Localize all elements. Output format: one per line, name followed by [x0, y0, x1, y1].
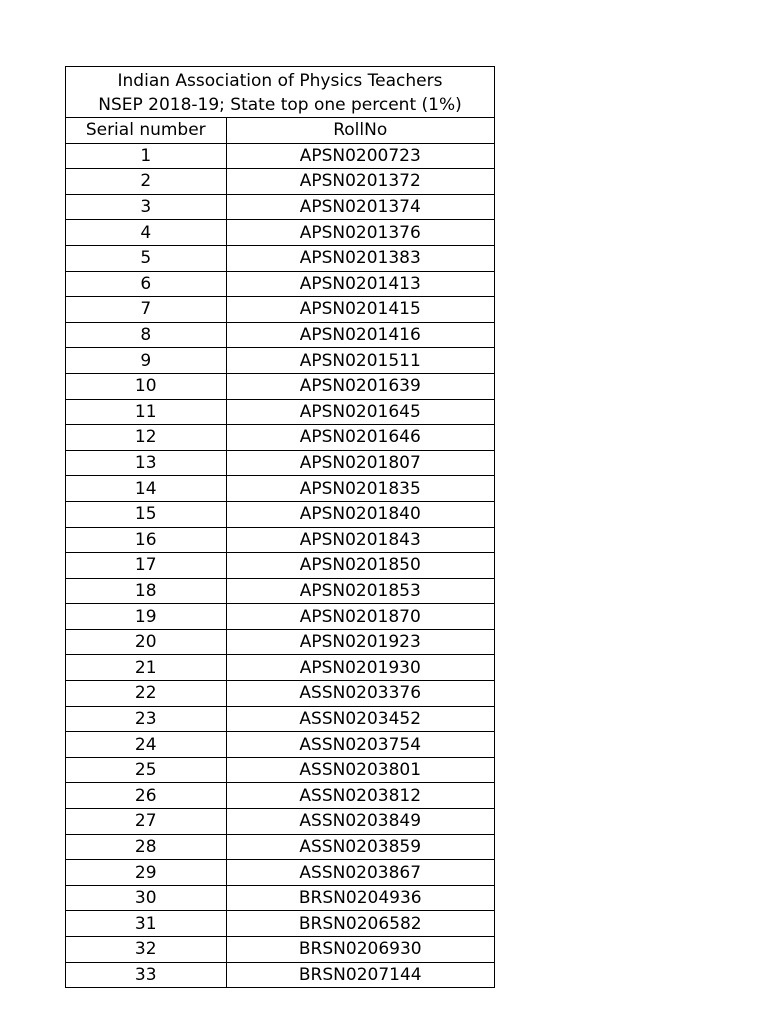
- table-title-block: [66, 67, 494, 118]
- roll-number-cell: APSN0201376: [226, 220, 494, 246]
- roll-number-cell: APSN0201645: [226, 399, 494, 425]
- column-header-serial: Serial number: [66, 118, 226, 143]
- roll-number-cell: ASSN0203867: [226, 860, 494, 886]
- table-row: [66, 860, 494, 886]
- roll-number-cell: ASSN0203801: [226, 757, 494, 783]
- serial-number-cell: 32: [66, 937, 226, 963]
- serial-number-cell: 19: [66, 604, 226, 630]
- serial-number-cell: 31: [66, 911, 226, 937]
- roll-number-cell: APSN0201850: [226, 553, 494, 579]
- table-row: [66, 143, 494, 169]
- table-row: [66, 399, 494, 425]
- serial-number-cell: 7: [66, 297, 226, 323]
- serial-number-cell: 23: [66, 706, 226, 732]
- roll-number-cell: APSN0201639: [226, 373, 494, 399]
- roll-number-cell: APSN0201930: [226, 655, 494, 681]
- serial-number-cell: 9: [66, 348, 226, 374]
- serial-number-cell: 14: [66, 476, 226, 502]
- table-row: [66, 527, 494, 553]
- table-row: [66, 476, 494, 502]
- roll-number-cell: BRSN0207144: [226, 962, 494, 987]
- table-row: [66, 732, 494, 758]
- table-subtitle: NSEP 2018-19; State top one percent (1%): [98, 95, 462, 115]
- roll-number-cell: APSN0201646: [226, 425, 494, 451]
- serial-number-cell: 30: [66, 885, 226, 911]
- table-row: [66, 937, 494, 963]
- roll-number-cell: APSN0201807: [226, 450, 494, 476]
- serial-number-cell: 1: [66, 143, 226, 169]
- serial-number-cell: 13: [66, 450, 226, 476]
- serial-number-cell: 27: [66, 809, 226, 835]
- serial-number-cell: 16: [66, 527, 226, 553]
- table-row: [66, 220, 494, 246]
- roll-number-cell: APSN0201835: [226, 476, 494, 502]
- roll-number-cell: APSN0201923: [226, 629, 494, 655]
- table-row: [66, 373, 494, 399]
- table-row: [66, 783, 494, 809]
- serial-number-cell: 33: [66, 962, 226, 987]
- serial-number-cell: 18: [66, 578, 226, 604]
- roll-number-cell: APSN0201511: [226, 348, 494, 374]
- table-row: [66, 604, 494, 630]
- table-row: [66, 962, 494, 987]
- roll-number-cell: ASSN0203849: [226, 809, 494, 835]
- table-row: [66, 501, 494, 527]
- table-row: [66, 834, 494, 860]
- roll-number-cell: APSN0200723: [226, 143, 494, 169]
- table-row: [66, 911, 494, 937]
- roll-number-table: [66, 118, 494, 987]
- roll-number-cell: APSN0201840: [226, 501, 494, 527]
- serial-number-cell: 22: [66, 681, 226, 707]
- table-row: [66, 271, 494, 297]
- table-row: [66, 885, 494, 911]
- table-row: [66, 322, 494, 348]
- serial-number-cell: 20: [66, 629, 226, 655]
- header-row: [66, 118, 494, 143]
- serial-number-cell: 28: [66, 834, 226, 860]
- serial-number-cell: 6: [66, 271, 226, 297]
- roll-number-cell: BRSN0204936: [226, 885, 494, 911]
- serial-number-cell: 17: [66, 553, 226, 579]
- serial-number-cell: 5: [66, 245, 226, 271]
- table-title: Indian Association of Physics Teachers: [117, 71, 443, 91]
- table-body: [66, 143, 494, 987]
- table-row: [66, 681, 494, 707]
- table-row: [66, 348, 494, 374]
- serial-number-cell: 15: [66, 501, 226, 527]
- table-row: [66, 809, 494, 835]
- table-row: [66, 169, 494, 195]
- roll-number-cell: ASSN0203754: [226, 732, 494, 758]
- serial-number-cell: 10: [66, 373, 226, 399]
- serial-number-cell: 25: [66, 757, 226, 783]
- table-row: [66, 629, 494, 655]
- roll-number-cell: APSN0201853: [226, 578, 494, 604]
- serial-number-cell: 8: [66, 322, 226, 348]
- serial-number-cell: 2: [66, 169, 226, 195]
- roll-number-cell: ASSN0203859: [226, 834, 494, 860]
- table-row: [66, 297, 494, 323]
- serial-number-cell: 24: [66, 732, 226, 758]
- table-row: [66, 450, 494, 476]
- table-row: [66, 655, 494, 681]
- roll-number-cell: APSN0201416: [226, 322, 494, 348]
- serial-number-cell: 29: [66, 860, 226, 886]
- table-row: [66, 425, 494, 451]
- serial-number-cell: 3: [66, 194, 226, 220]
- table-row: [66, 553, 494, 579]
- serial-number-cell: 26: [66, 783, 226, 809]
- roll-number-cell: APSN0201415: [226, 297, 494, 323]
- roll-number-cell: ASSN0203376: [226, 681, 494, 707]
- roll-number-cell: APSN0201374: [226, 194, 494, 220]
- table-row: [66, 757, 494, 783]
- serial-number-cell: 12: [66, 425, 226, 451]
- roll-number-cell: APSN0201372: [226, 169, 494, 195]
- table-row: [66, 706, 494, 732]
- table-row: [66, 578, 494, 604]
- roll-number-cell: APSN0201843: [226, 527, 494, 553]
- serial-number-cell: 11: [66, 399, 226, 425]
- table-row: [66, 245, 494, 271]
- table-row: [66, 194, 494, 220]
- serial-number-cell: 4: [66, 220, 226, 246]
- roll-number-cell: APSN0201413: [226, 271, 494, 297]
- results-table: [65, 66, 495, 988]
- roll-number-cell: BRSN0206582: [226, 911, 494, 937]
- serial-number-cell: 21: [66, 655, 226, 681]
- roll-number-cell: APSN0201870: [226, 604, 494, 630]
- roll-number-cell: BRSN0206930: [226, 937, 494, 963]
- roll-number-cell: ASSN0203812: [226, 783, 494, 809]
- column-header-rollno: RollNo: [333, 120, 388, 141]
- roll-number-cell: APSN0201383: [226, 245, 494, 271]
- roll-number-cell: ASSN0203452: [226, 706, 494, 732]
